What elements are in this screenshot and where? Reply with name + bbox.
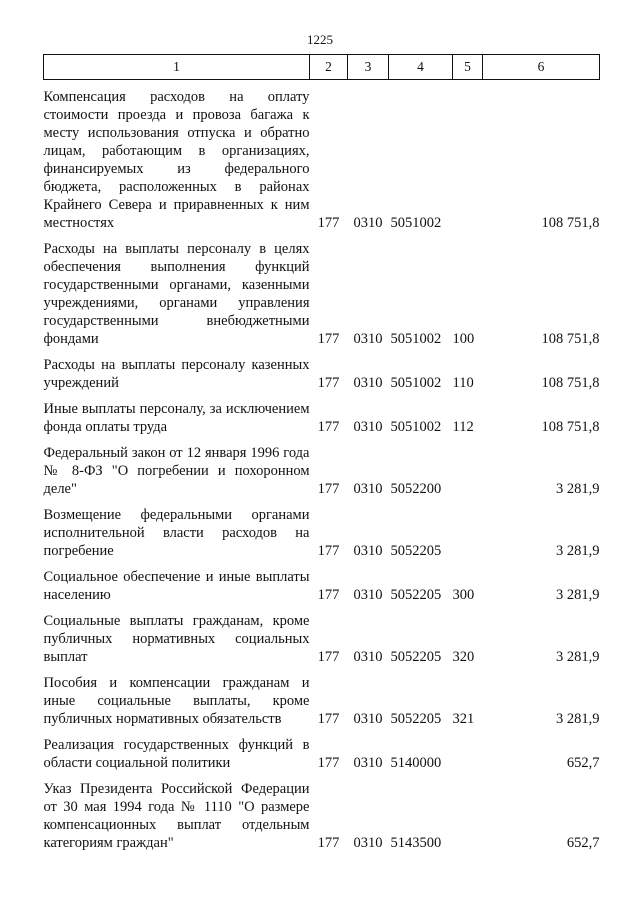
row-ministry: 177 [317,711,340,727]
table-row [44,666,600,728]
table-row [44,498,600,560]
header-col-2: 2 [310,55,348,80]
row-target: 5051002 [390,331,442,347]
row-target: 5052205 [390,711,442,727]
table-row [44,728,600,772]
header-col-5: 5 [453,55,483,80]
header-col-6: 6 [483,55,600,80]
row-ministry: 177 [317,755,340,771]
table-row [44,80,600,233]
row-section: 0310 [353,419,383,435]
row-amount: 108 751,8 [541,331,600,347]
row-amount: 3 281,9 [556,711,600,727]
row-amount: 108 751,8 [541,419,600,435]
row-section: 0310 [353,711,383,727]
row-name: Компенсация расходов на оплату стоимости проезда и провоза багажа к месту использования отпуска и обратно лицам, работающим в организациях, финансируемых из федерального бюджета, расположенных в районах Крайнего Севера и приравненных к ним местностях [43,89,310,231]
row-amount: 3 281,9 [556,649,600,665]
row-target: 5052205 [390,587,442,603]
row-target: 5143500 [390,835,442,851]
row-name: Иные выплаты персоналу, за исключением фонда оплаты труда [43,401,310,435]
row-name: Возмещение федеральными органами исполнительной власти расходов на погребение [43,507,310,559]
row-ministry: 177 [317,375,340,391]
table-row [44,604,600,666]
row-name: Указ Президента Российской Федерации от 30 мая 1994 года № 1110 "О размере компенсационных выплат отдельным категориям граждан" [43,781,310,851]
row-amount: 652,7 [566,835,600,851]
row-name: Пособия и компенсации гражданам и иные социальные выплаты, кроме публичных нормативных обязательств [43,675,310,727]
row-ministry: 177 [317,835,340,851]
page-number: 1225 [307,32,333,47]
header-col-1: 1 [44,55,310,80]
row-ministry: 177 [317,543,340,559]
row-target: 5052205 [390,649,442,665]
budget-table [43,54,600,852]
row-section: 0310 [353,331,383,347]
row-section: 0310 [353,215,383,231]
row-expense-type: 110 [452,375,474,391]
row-amount: 3 281,9 [556,543,600,559]
table-row [44,348,600,392]
row-expense-type [453,498,483,560]
header-col-4: 4 [389,55,453,80]
row-expense-type: 320 [452,649,475,665]
table-row [44,560,600,604]
row-expense-type: 112 [452,419,474,435]
row-ministry: 177 [317,215,340,231]
row-section: 0310 [353,375,383,391]
row-amount: 652,7 [566,755,600,771]
row-section: 0310 [353,481,383,497]
table-row [44,772,600,852]
row-expense-type [453,80,483,233]
row-target: 5051002 [390,215,442,231]
table-row [44,232,600,348]
row-expense-type: 100 [452,331,475,347]
row-ministry: 177 [317,481,340,497]
row-amount: 108 751,8 [541,375,600,391]
row-name: Расходы на выплаты персоналу в целях обеспечения выполнения функций государственными органами, казенными учреждениями, органами управления государственными внебюджетными фондами [43,241,310,347]
table-body [44,80,600,853]
row-expense-type [453,772,483,852]
row-expense-type: 321 [452,711,475,727]
table-header [44,55,600,80]
row-target: 5140000 [390,755,442,771]
row-ministry: 177 [317,331,340,347]
row-amount: 3 281,9 [556,481,600,497]
row-expense-type [453,436,483,498]
header-col-3: 3 [348,55,389,80]
row-name: Социальные выплаты гражданам, кроме публичных нормативных социальных выплат [43,613,310,665]
row-amount: 3 281,9 [556,587,600,603]
row-expense-type [453,728,483,772]
row-target: 5051002 [390,419,442,435]
table-row [44,436,600,498]
row-ministry: 177 [317,587,340,603]
row-expense-type: 300 [452,587,475,603]
row-name: Социальное обеспечение и иные выплаты населению [43,569,310,603]
row-ministry: 177 [317,419,340,435]
row-amount: 108 751,8 [541,215,600,231]
row-name: Реализация государственных функций в области социальной политики [43,737,310,771]
row-target: 5051002 [390,375,442,391]
row-target: 5052200 [390,481,442,497]
table-row [44,392,600,436]
row-section: 0310 [353,755,383,771]
row-name: Расходы на выплаты персоналу казенных учреждений [43,357,310,391]
row-target: 5052205 [390,543,442,559]
row-name: Федеральный закон от 12 января 1996 года № 8-ФЗ "О погребении и похоронном деле" [43,445,310,497]
header-row [44,55,600,80]
row-section: 0310 [353,835,383,851]
row-section: 0310 [353,649,383,665]
row-section: 0310 [353,587,383,603]
row-ministry: 177 [317,649,340,665]
row-section: 0310 [353,543,383,559]
